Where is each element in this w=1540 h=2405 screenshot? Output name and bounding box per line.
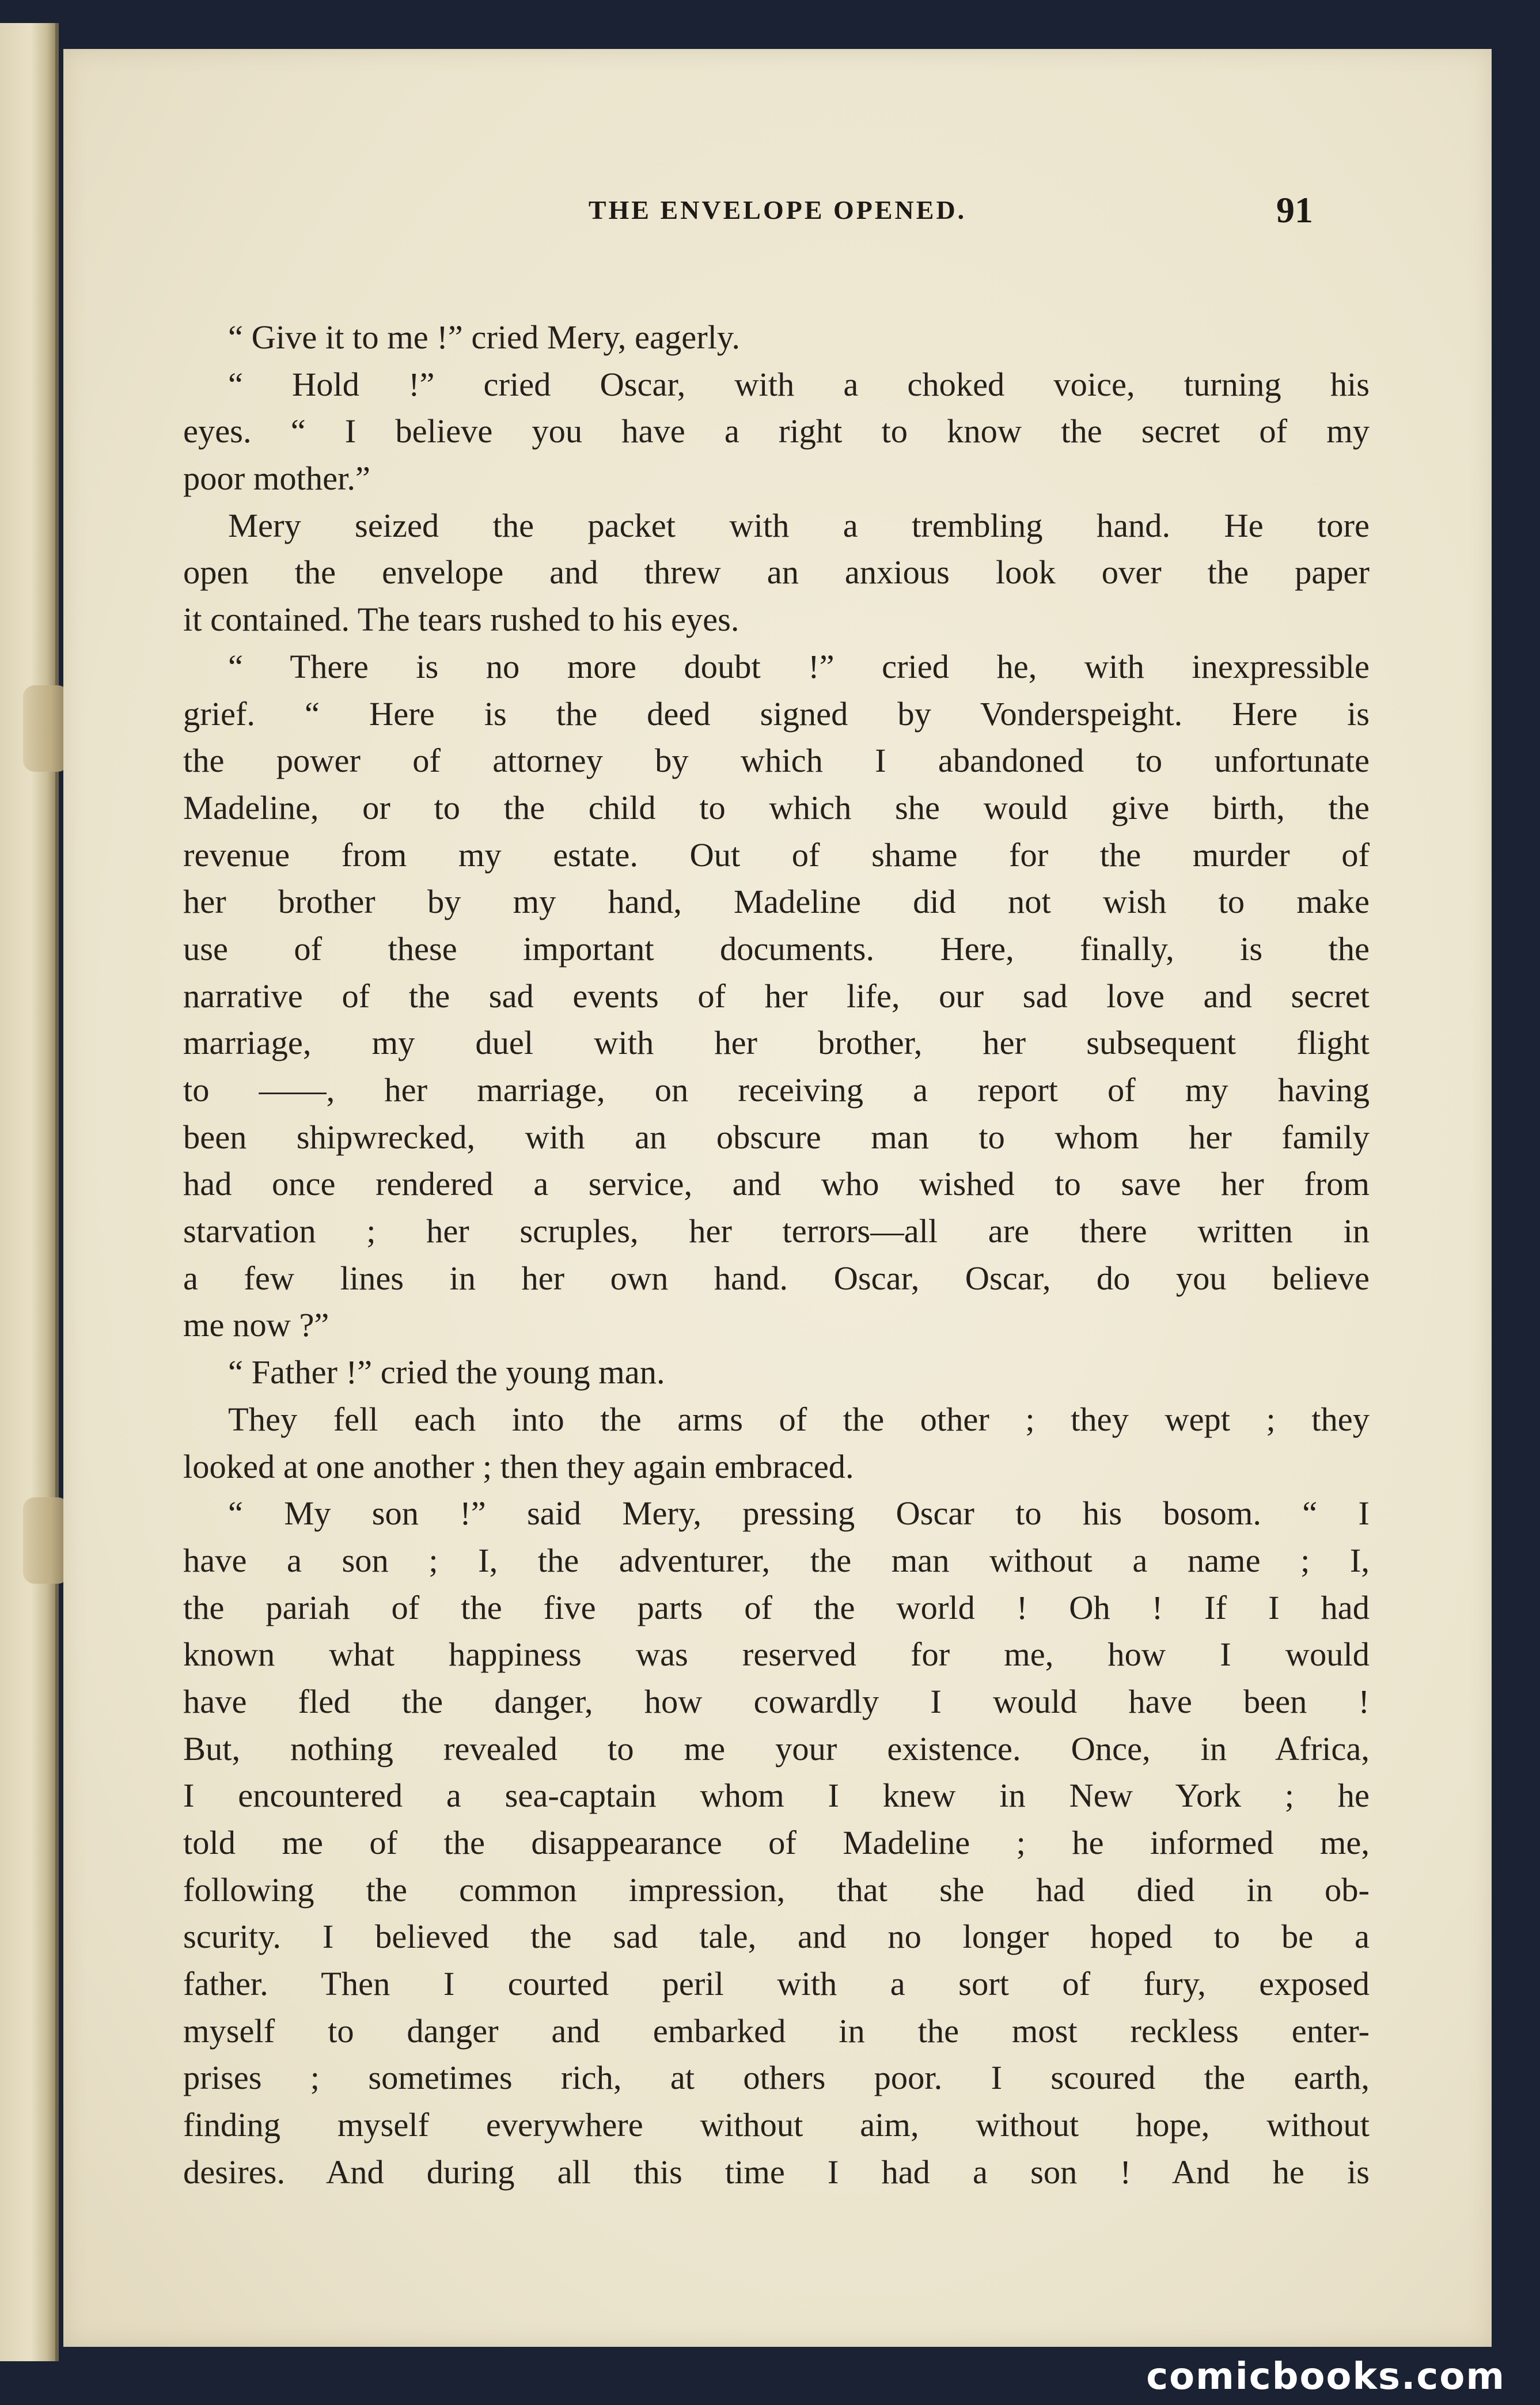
text-line: “ There is no more doubt !” cried he, with inexpressible [228,647,1370,685]
text-line: the power of attorney by which I abandoned to unfortunate [183,742,1370,780]
text-line: “ Give it to me !” cried Mery, eagerly. [228,318,741,356]
text-line: I encountered a sea-captain whom I knew in New York ; he [183,1777,1370,1815]
text-line: scurity. I believed the sad tale, and no longer hoped to be a [183,1918,1370,1956]
text-line: have a son ; I, the adventurer, the man without a name ; I, [183,1541,1370,1579]
page-number: 91 [1276,189,1313,230]
running-title: THE ENVELOPE OPENED. [588,195,967,225]
text-line: known what happiness was reserved for me, how I would [183,1636,1370,1674]
text-line: “ My son !” said Mery, pressing Oscar to his bosom. “ I [228,1494,1370,1532]
text-line: marriage, my duel with her brother, her subsequent flight [183,1024,1370,1062]
text-line: grief. “ Here is the deed signed by Vonderspeight. Here is [183,695,1370,733]
text-line: father. Then I courted peril with a sort of fury, exposed [183,1965,1370,2003]
text-line: starvation ; her scruples, her terrors—all are there written in [183,1212,1370,1250]
text-line: to ——, her marriage, on receiving a report of my having [183,1071,1370,1109]
text-line: Madeline, or to the child to which she would give birth, the [183,788,1370,826]
text-line: poor mother.” [183,460,370,498]
text-line: have fled the danger, how cowardly I would have been ! [183,1682,1370,1720]
text-line: following the common impression, that she had died in ob- [183,1871,1370,1909]
text-line: They fell each into the arms of the other ; they wept ; they [228,1400,1370,1438]
text-line: desires. And during all this time I had a son ! And he is [183,2153,1370,2191]
text-line: “ Hold !” cried Oscar, with a choked voice, turning his [228,365,1370,403]
text-line: been shipwrecked, with an obscure man to whom her family [183,1118,1370,1156]
text-line: Mery seized the packet with a trembling hand. He tore [228,506,1370,544]
text-line: it contained. The tears rushed to his eyes. [183,601,739,639]
book-page [63,49,1492,2347]
text-line: prises ; sometimes rich, at others poor. I scoured the earth, [183,2059,1370,2097]
body-text [183,314,1370,2196]
text-line: a few lines in her own hand. Oscar, Oscar, do you believe [183,1259,1370,1297]
text-line: looked at one another ; then they again embraced. [183,1447,854,1485]
text-line: told me of the disappearance of Madeline ; he informed me, [183,1824,1370,1861]
text-line: myself to danger and embarked in the most reckless enter- [183,2012,1370,2050]
text-line: narrative of the sad events of her life, our sad love and secret [183,977,1370,1015]
text-line: me now ?” [183,1306,329,1344]
text-line: open the envelope and threw an anxious look over the paper [183,553,1370,591]
text-line: But, nothing revealed to me your existence. Once, in Africa, [183,1729,1370,1767]
text-line: eyes. “ I believe you have a right to know the secret of my [183,412,1370,450]
binding-tab [23,1497,69,1584]
text-line: use of these important documents. Here, finally, is the [183,930,1370,968]
text-line: her brother by my hand, Madeline did not wish to make [183,883,1370,921]
binding-tab [23,685,69,772]
text-line: revenue from my estate. Out of shame for the murder of [183,836,1370,874]
text-line: the pariah of the five parts of the world ! Oh ! If I had [183,1588,1370,1626]
text-line: had once rendered a service, and who wished to save her from [183,1165,1370,1203]
watermark-text: comicbooks.com [1146,2355,1505,2398]
text-line: finding myself everywhere without aim, without hope, without [183,2106,1370,2144]
book-binding [0,23,59,2361]
text-line: “ Father !” cried the young man. [228,1353,665,1391]
page-header [63,176,1492,245]
